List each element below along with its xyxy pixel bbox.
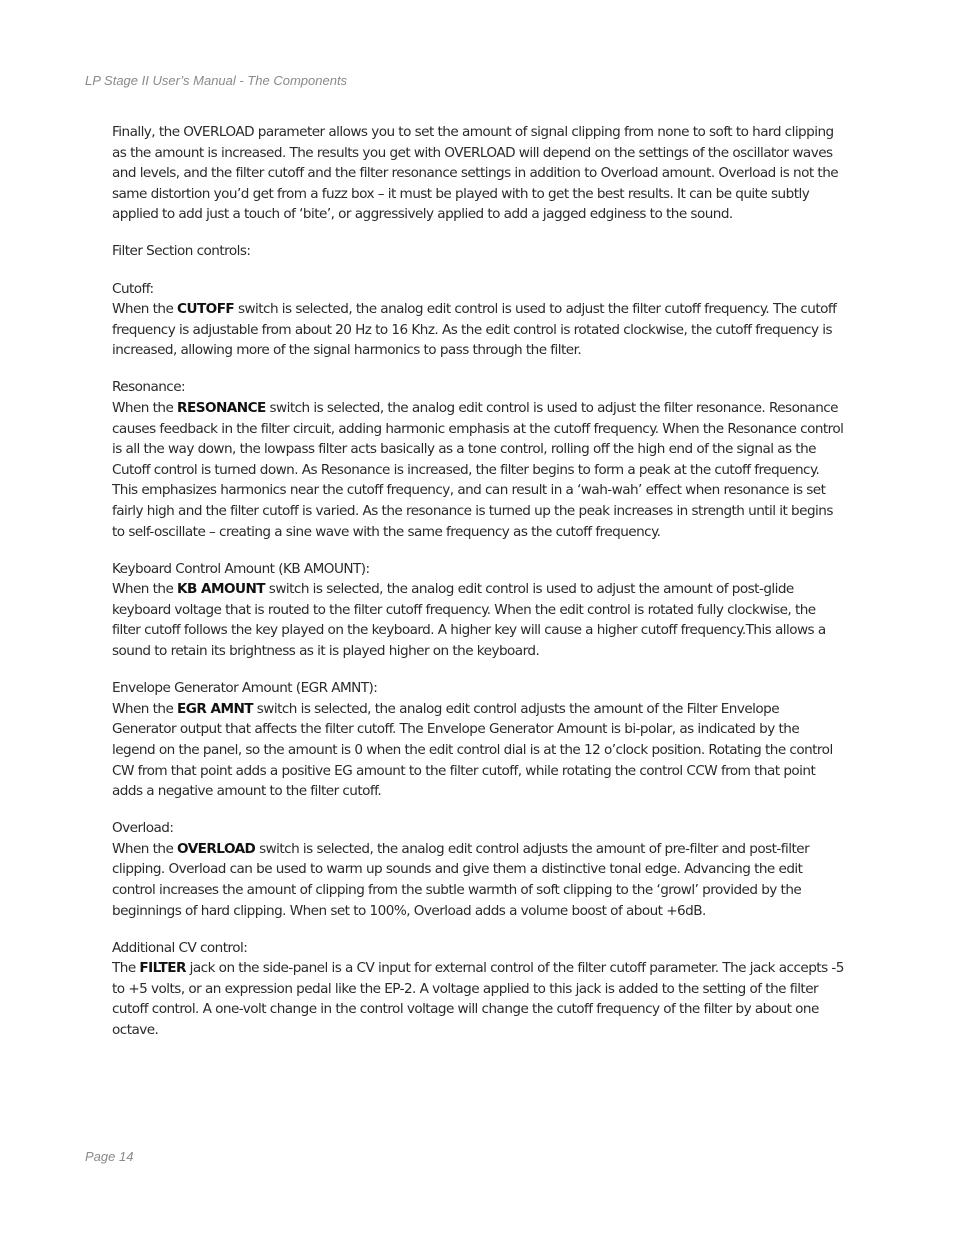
switch-keyword: EGR AMNT — [177, 700, 253, 717]
section-text: switch is selected, the analog edit control is used to adjust the filter cutoff frequency. The cutoff frequency is adjustable from about 20 Hz to 16 Khz. As the edit control is rotated clockwise, the cutoff frequency is increased, allowing more of the signal harmonics to pass through the filter. — [112, 301, 837, 359]
section-kb-amount — [112, 559, 844, 662]
jack-keyword: FILTER — [139, 960, 186, 977]
switch-keyword: CUTOFF — [177, 301, 235, 318]
section-text-pre: When the — [112, 840, 178, 857]
section-resonance — [112, 377, 844, 542]
section-text-pre: When the — [112, 400, 178, 417]
section-text: switch is selected, the analog edit control adjusts the amount of the Filter Envelope Generator output that affects the filter cutoff. The Envelope Generator Amount is bi-polar, as indicated by the legend on the panel, so the amount is 0 when the edit control dial is at the 12 o’clock position. Rotating the control CW from that point adds a positive EG amount to the filter cutoff, while rotating the control CCW from that point adds a negative amount to the filter cutoff. — [112, 700, 833, 800]
section-text: switch is selected, the analog edit control adjusts the amount of pre-filter and post-filter clipping. Overload can be used to warm up sounds and give them a distinctive tonal edge. Advancing the edit control increases the amount of clipping from the subtle warmth of soft clipping to the ‘growl’ provided by the beginnings of hard clipping. When set to 100%, Overload adds a volume boost of about +6dB. — [112, 840, 810, 919]
document-body — [112, 122, 844, 1057]
section-text-pre: The — [112, 960, 140, 977]
section-title: Additional CV control: — [112, 939, 248, 956]
filter-section-heading: Filter Section controls: — [112, 243, 251, 260]
section-title: Resonance: — [112, 379, 186, 396]
paragraph-overload-intro: Finally, the OVERLOAD parameter allows you to set the amount of signal clipping from none to soft to hard clipping as the amount is increased. The results you get with OVERLOAD will depend on the settings of the oscillator waves and levels, and the filter cutoff and the filter resonance settings in addition to Overload amount. Overload is not the same distortion you’d get from a fuzz box – it must be played with to get the best results. It can be quite subtly applied to add just a touch of ‘bite’, or aggressively applied to add a jagged edginess to the sound. — [112, 124, 839, 223]
section-text: switch is selected, the analog edit control is used to adjust the filter resonance. Resonance causes feedback in the filter circuit, adding harmonic emphasis at the cutoff frequency. When the Resonance control is all the way down, the lowpass filter acts basically as a tone control, rolling off the high end of the signal as the Cutoff control is turned down. As Resonance is increased, the filter begins to form a peak at the cutoff frequency. This emphasizes harmonics near the cutoff frequency, and can result in a ‘wah-wah’ effect when resonance is set fairly high and the filter cutoff is varied. As the resonance is turned up the peak increases in strength until it begins to self-oscillate – creating a sine wave with the same frequency as the cutoff frequency. — [112, 400, 844, 540]
section-title: Envelope Generator Amount (EGR AMNT): — [112, 680, 378, 697]
switch-keyword: OVERLOAD — [177, 840, 256, 857]
page-header: LP Stage II User’s Manual - The Components — [85, 73, 348, 88]
section-text: switch is selected, the analog edit control is used to adjust the amount of post-glide keyboard voltage that is routed to the filter cutoff frequency. When the edit control is rotated fully clockwise, the filter cutoff follows the key played on the keyboard. A higher key will cause a higher cutoff frequency.This allows a sound to retain its brightness as it is played higher on the keyboard. — [112, 581, 826, 660]
page-number: Page 14 — [85, 1149, 134, 1164]
section-cutoff — [112, 279, 844, 361]
section-text-pre: When the — [112, 581, 178, 598]
switch-keyword: KB AMOUNT — [177, 581, 266, 598]
section-text-pre: When the — [112, 700, 178, 717]
section-text: jack on the side-panel is a CV input for external control of the filter cutoff parameter. The jack accepts -5 to +5 volts, or an expression pedal like the EP-2. A voltage applied to this jack is added to the setting of the filter cutoff control. A one-volt change in the control voltage will change the cutoff frequency of the filter by about one octave. — [112, 960, 844, 1039]
section-title: Keyboard Control Amount (KB AMOUNT): — [112, 560, 370, 577]
switch-keyword: RESONANCE — [177, 400, 266, 417]
section-overload — [112, 818, 844, 921]
section-title: Cutoff: — [112, 280, 154, 297]
section-egr-amnt — [112, 678, 844, 802]
section-cv-control — [112, 938, 844, 1041]
section-title: Overload: — [112, 820, 174, 837]
section-text-pre: When the — [112, 301, 178, 318]
